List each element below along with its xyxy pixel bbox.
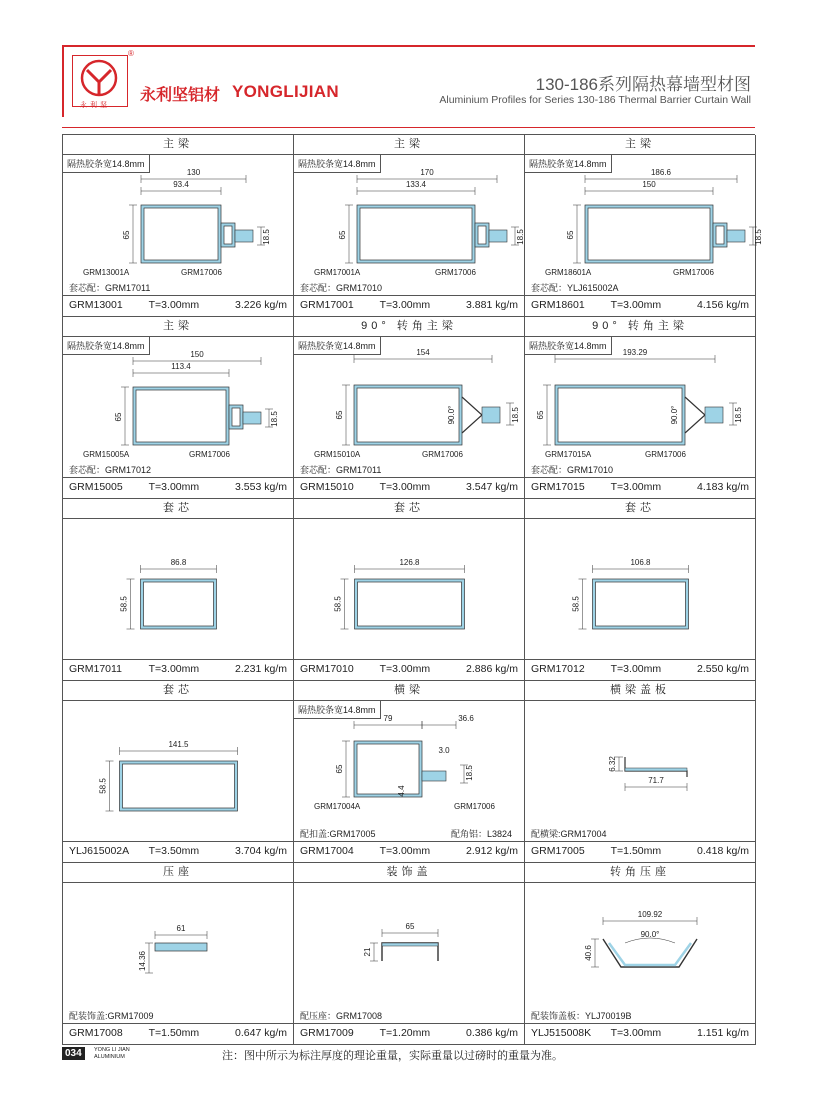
fitting-caption: 套芯配：GRM17011 <box>69 283 151 293</box>
spec-row <box>63 295 293 316</box>
svg-text:40.6: 40.6 <box>584 945 593 961</box>
profile-drawing <box>63 519 293 659</box>
unit-weight: 0.647 kg/m <box>235 1027 287 1039</box>
svg-text:GRM17004A: GRM17004A <box>314 802 361 811</box>
wall-thickness: T=1.50mm <box>610 845 662 857</box>
svg-text:106.8: 106.8 <box>630 558 651 567</box>
brand-name-en: YONGLIJIAN <box>232 82 339 101</box>
svg-text:65: 65 <box>566 230 575 240</box>
profile-code: GRM17008 <box>69 1027 123 1039</box>
svg-text:18.5: 18.5 <box>262 229 271 245</box>
profile-card <box>63 499 294 681</box>
profile-section-svg <box>525 155 763 295</box>
profile-drawing <box>525 883 755 1023</box>
profile-code: GRM15010 <box>300 481 354 493</box>
wall-thickness: T=1.50mm <box>148 1027 200 1039</box>
profile-section-svg <box>63 155 292 295</box>
page-footer <box>62 1047 755 1061</box>
profile-card <box>63 681 294 863</box>
profile-title: 90° 转角主梁 <box>525 317 755 337</box>
svg-text:GRM13001A: GRM13001A <box>83 268 130 277</box>
profile-title: 主梁 <box>63 317 293 337</box>
unit-weight: 3.553 kg/m <box>235 481 287 493</box>
profile-code: GRM13001 <box>69 299 123 311</box>
svg-text:61: 61 <box>176 924 186 933</box>
unit-weight: 3.881 kg/m <box>466 299 518 311</box>
fitting-caption: 配装饰盖板：YLJ70019B <box>531 1011 632 1021</box>
profile-title: 装饰盖 <box>294 863 524 883</box>
spec-row <box>525 295 755 316</box>
logo-subtitle: 永利坚 <box>80 102 110 109</box>
profile-title: 主梁 <box>525 135 755 155</box>
wall-thickness: T=3.50mm <box>148 845 200 857</box>
wall-thickness: T=3.00mm <box>379 663 431 675</box>
thermal-strip-note: 隔热胶条宽14.8mm <box>294 155 381 173</box>
spec-row <box>63 1023 293 1044</box>
profile-title: 套芯 <box>63 499 293 519</box>
profile-code: GRM17004 <box>300 845 354 857</box>
profile-section-svg <box>525 337 754 477</box>
fitting-caption: 套芯配：GRM17012 <box>69 465 152 475</box>
profile-title: 压座 <box>63 863 293 883</box>
profile-title: 主梁 <box>63 135 293 155</box>
thermal-strip-note: 隔热胶条宽14.8mm <box>63 337 150 355</box>
footer-logo-line1: YONG LI JIAN <box>94 1047 130 1053</box>
svg-text:109.92: 109.92 <box>637 910 663 919</box>
profile-code: GRM17015 <box>531 481 585 493</box>
svg-text:58.5: 58.5 <box>98 778 108 794</box>
profile-section-svg <box>525 701 754 841</box>
fitting-caption: 配压座：GRM17008 <box>300 1011 383 1021</box>
spec-row <box>63 841 293 862</box>
catalog-row <box>63 317 755 499</box>
unit-weight: 1.151 kg/m <box>697 1027 749 1039</box>
unit-weight: 4.156 kg/m <box>697 299 749 311</box>
spec-row <box>525 477 755 498</box>
fitting-caption: 套芯配：GRM17010 <box>531 465 614 475</box>
unit-weight: 0.418 kg/m <box>697 845 749 857</box>
profile-title: 横梁盖板 <box>525 681 755 701</box>
svg-text:186.6: 186.6 <box>650 168 672 177</box>
profile-drawing <box>525 701 755 841</box>
profile-title: 套芯 <box>294 499 524 519</box>
profile-card <box>63 135 294 317</box>
profile-title: 90° 转角主梁 <box>294 317 524 337</box>
profile-drawing <box>525 155 763 295</box>
svg-text:GRM17015A: GRM17015A <box>545 450 592 459</box>
unit-weight: 4.183 kg/m <box>697 481 749 493</box>
thermal-strip-note: 隔热胶条宽14.8mm <box>525 155 612 173</box>
registered-mark: ® <box>128 49 134 58</box>
fitting-caption: 配扣盖:GRM17005 <box>300 829 376 839</box>
profile-drawing <box>294 883 524 1023</box>
profile-code: GRM17009 <box>300 1027 354 1039</box>
unit-weight: 3.547 kg/m <box>466 481 518 493</box>
svg-text:14.36: 14.36 <box>138 950 147 972</box>
profile-drawing <box>525 337 755 477</box>
logo-emblem-icon <box>73 56 126 105</box>
wall-thickness: T=3.00mm <box>610 299 662 311</box>
catalog-row <box>63 863 755 1045</box>
catalog-row <box>63 499 755 681</box>
spec-row <box>294 477 524 498</box>
header-divider <box>62 127 755 128</box>
svg-text:150: 150 <box>190 350 204 359</box>
profile-card <box>294 499 525 681</box>
svg-text:71.7: 71.7 <box>648 776 664 785</box>
svg-text:141.5: 141.5 <box>168 740 189 749</box>
spec-row <box>63 477 293 498</box>
spec-row <box>294 295 524 316</box>
profile-drawing <box>294 519 524 659</box>
profile-drawing <box>525 519 755 659</box>
profile-code: GRM17011 <box>69 663 122 675</box>
svg-text:58.5: 58.5 <box>119 596 129 612</box>
footer-logo-line2: ALUMINIUM <box>94 1054 125 1060</box>
svg-text:133.4: 133.4 <box>405 180 427 189</box>
svg-text:65: 65 <box>335 764 344 774</box>
unit-weight: 3.226 kg/m <box>235 299 287 311</box>
profile-title: 横梁 <box>294 681 524 701</box>
wall-thickness: T=3.00mm <box>148 663 200 675</box>
wall-thickness: T=3.00mm <box>610 1027 662 1039</box>
profile-section-svg <box>525 883 754 1023</box>
profile-code: YLJ615002A <box>69 845 130 857</box>
svg-text:4.4: 4.4 <box>397 785 406 797</box>
unit-weight: 3.704 kg/m <box>235 845 287 857</box>
profile-code: GRM17005 <box>531 845 585 857</box>
profile-code: GRM17001 <box>300 299 354 311</box>
profile-drawing <box>63 337 293 477</box>
profile-card <box>525 863 756 1045</box>
profile-card <box>294 317 525 499</box>
fitting-caption: 套芯配：YLJ615002A <box>531 283 619 293</box>
profile-section-svg <box>63 701 292 841</box>
profile-code: YLJ515008K <box>531 1027 592 1039</box>
brand-name-cn: 永利坚铝材 <box>140 87 221 104</box>
svg-text:GRM15005A: GRM15005A <box>83 450 130 459</box>
thermal-strip-note: 隔热胶条宽14.8mm <box>63 155 150 173</box>
profile-section-svg <box>63 519 292 659</box>
svg-text:18.5: 18.5 <box>511 407 520 423</box>
profile-section-svg <box>294 701 523 841</box>
spec-row <box>63 659 293 680</box>
svg-text:193.29: 193.29 <box>622 348 648 357</box>
profile-code: GRM17012 <box>531 663 585 675</box>
page-title: 130-186系列隔热幕墙型材图 <box>535 75 751 94</box>
spec-row <box>294 841 524 862</box>
profile-card <box>525 317 756 499</box>
svg-text:18.5: 18.5 <box>465 765 474 781</box>
profile-section-svg <box>294 519 523 659</box>
svg-text:GRM17006: GRM17006 <box>435 268 476 277</box>
profile-section-svg <box>294 883 523 1023</box>
svg-text:GRM17006: GRM17006 <box>454 802 495 811</box>
profile-title: 转角压座 <box>525 863 755 883</box>
wall-thickness: T=3.00mm <box>148 481 200 493</box>
profile-section-svg <box>63 883 292 1023</box>
page-number: 034 <box>62 1047 85 1060</box>
footer-note: 注：图中所示为标注厚度的理论重量，实际重量以过磅时的重量为准。 <box>222 1050 563 1062</box>
fitting-caption: 配装饰盖:GRM17009 <box>69 1011 154 1021</box>
svg-text:154: 154 <box>416 348 430 357</box>
wall-thickness: T=3.00mm <box>148 299 200 311</box>
unit-weight: 2.886 kg/m <box>466 663 518 675</box>
svg-text:GRM17006: GRM17006 <box>673 268 714 277</box>
thermal-strip-note: 隔热胶条宽14.8mm <box>525 337 612 355</box>
svg-text:150: 150 <box>642 180 656 189</box>
svg-text:58.5: 58.5 <box>333 596 343 612</box>
svg-text:65: 65 <box>335 410 344 420</box>
thermal-strip-note: 隔热胶条宽14.8mm <box>294 337 381 355</box>
svg-text:18.5: 18.5 <box>516 229 525 245</box>
svg-text:86.8: 86.8 <box>170 558 187 567</box>
profile-drawing <box>63 701 293 841</box>
profile-section-svg <box>63 337 292 477</box>
profile-code: GRM18601 <box>531 299 585 311</box>
unit-weight: 2.550 kg/m <box>697 663 749 675</box>
spec-row <box>294 1023 524 1044</box>
svg-text:113.4: 113.4 <box>171 362 191 371</box>
svg-text:90.0°: 90.0° <box>447 405 456 425</box>
wall-thickness: T=3.00mm <box>379 845 431 857</box>
svg-text:18.5: 18.5 <box>734 407 743 423</box>
profile-drawing <box>63 155 293 295</box>
fitting-caption: 套芯配：GRM17010 <box>300 283 383 293</box>
spec-row <box>294 659 524 680</box>
svg-text:18.5: 18.5 <box>754 229 763 245</box>
svg-text:90.0°: 90.0° <box>670 405 679 425</box>
svg-text:GRM17006: GRM17006 <box>645 450 686 459</box>
unit-weight: 2.231 kg/m <box>235 663 287 675</box>
profile-title: 套芯 <box>63 681 293 701</box>
profile-title: 主梁 <box>294 135 524 155</box>
profile-section-svg <box>294 337 523 477</box>
svg-text:79: 79 <box>383 714 393 723</box>
profile-card <box>525 499 756 681</box>
svg-text:GRM17006: GRM17006 <box>189 450 230 459</box>
profile-section-svg <box>525 519 754 659</box>
svg-text:126.8: 126.8 <box>399 558 420 567</box>
svg-text:GRM17001A: GRM17001A <box>314 268 361 277</box>
fitting-caption-right: 配角铝：L3824 <box>450 829 512 839</box>
profile-code: GRM15005 <box>69 481 123 493</box>
wall-thickness: T=3.00mm <box>610 663 662 675</box>
profile-drawing <box>294 155 524 295</box>
profile-card <box>294 863 525 1045</box>
svg-text:65: 65 <box>338 230 347 240</box>
svg-text:GRM18601A: GRM18601A <box>545 268 592 277</box>
svg-text:65: 65 <box>122 230 131 240</box>
unit-weight: 2.912 kg/m <box>466 845 518 857</box>
profile-card <box>63 317 294 499</box>
page-subtitle: Aluminium Profiles for Series 130-186 Thermal Barrier Curtain Wall <box>439 94 751 106</box>
wall-thickness: T=1.20mm <box>379 1027 431 1039</box>
svg-text:GRM17006: GRM17006 <box>181 268 222 277</box>
svg-text:90.0°: 90.0° <box>640 930 660 939</box>
footer-logo <box>94 1047 130 1061</box>
catalog-row <box>63 135 763 317</box>
profile-card <box>294 135 525 317</box>
wall-thickness: T=3.00mm <box>379 299 431 311</box>
svg-text:3.0: 3.0 <box>438 746 450 755</box>
svg-text:58.5: 58.5 <box>571 596 581 612</box>
wall-thickness: T=3.00mm <box>610 481 662 493</box>
profile-code: GRM17010 <box>300 663 354 675</box>
thermal-strip-note: 隔热胶条宽14.8mm <box>294 701 381 719</box>
profile-section-svg <box>294 155 523 295</box>
svg-text:93.4: 93.4 <box>173 180 189 189</box>
svg-text:65: 65 <box>536 410 545 420</box>
profile-title: 套芯 <box>525 499 755 519</box>
svg-text:170: 170 <box>420 168 434 177</box>
fitting-caption: 套芯配：GRM17011 <box>300 465 382 475</box>
svg-text:36.6: 36.6 <box>458 714 474 723</box>
catalog-row <box>63 681 755 863</box>
spec-row <box>525 1023 755 1044</box>
spec-row <box>525 659 755 680</box>
profile-card <box>525 135 763 317</box>
svg-text:130: 130 <box>186 168 201 177</box>
wall-thickness: T=3.00mm <box>379 481 431 493</box>
svg-text:6.32: 6.32 <box>608 756 617 772</box>
unit-weight: 0.386 kg/m <box>466 1027 518 1039</box>
svg-text:21: 21 <box>363 947 372 957</box>
profile-drawing <box>63 883 293 1023</box>
fitting-caption: 配横梁:GRM17004 <box>531 829 607 839</box>
svg-text:GRM17006: GRM17006 <box>422 450 463 459</box>
profile-card <box>294 681 525 863</box>
profile-drawing <box>294 337 524 477</box>
spec-row <box>525 841 755 862</box>
profile-card <box>63 863 294 1045</box>
svg-text:GRM15010A: GRM15010A <box>314 450 361 459</box>
svg-text:65: 65 <box>405 922 415 931</box>
svg-text:18.5: 18.5 <box>270 411 279 427</box>
svg-text:65: 65 <box>114 412 123 422</box>
profile-card <box>525 681 756 863</box>
profile-catalog-grid <box>62 134 763 1045</box>
profile-drawing <box>294 701 524 841</box>
